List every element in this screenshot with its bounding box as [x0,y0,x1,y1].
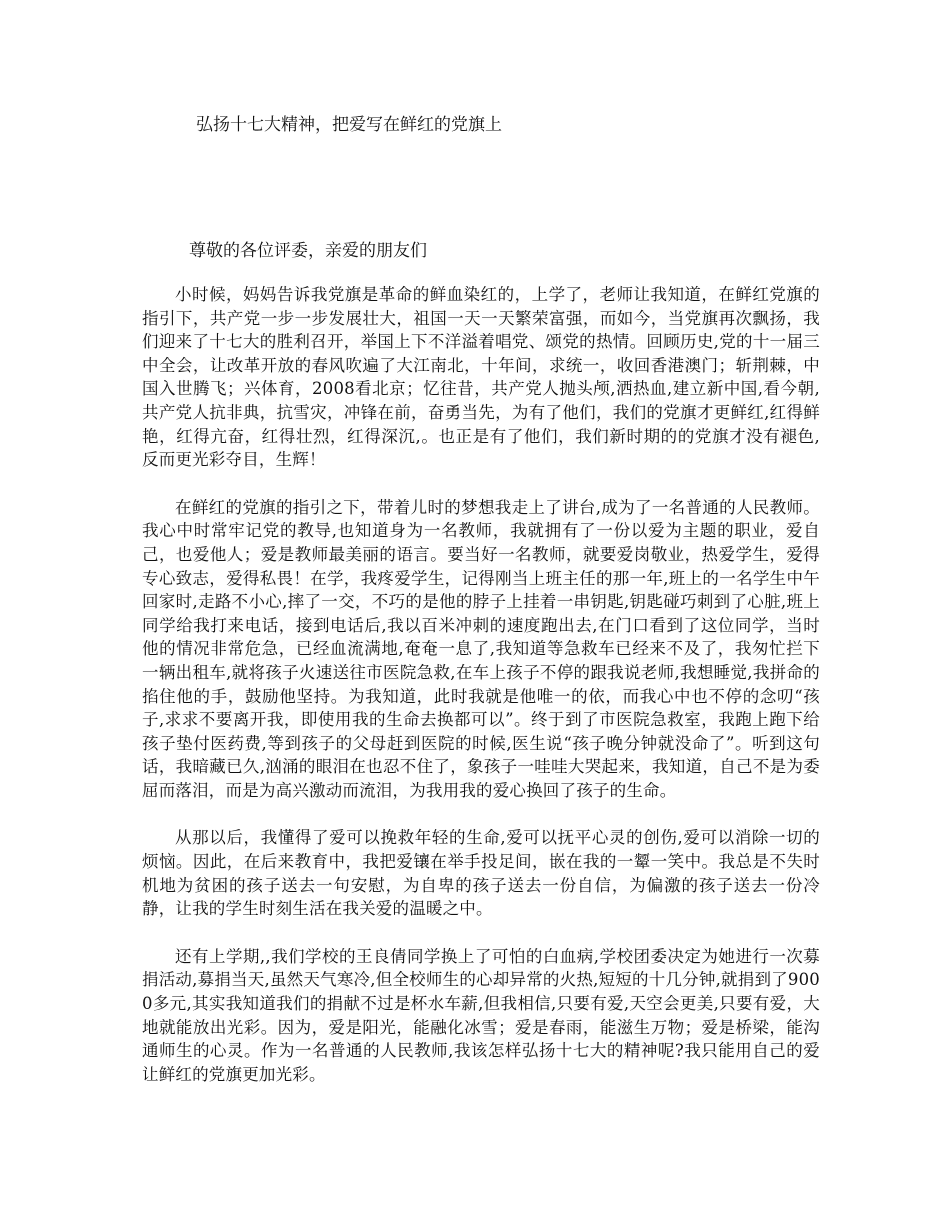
paragraph-4: 还有上学期,,我们学校的王良倩同学换上了可怕的白血病,学校团委决定为她进行一次募捐活动,募捐当天,虽然天气寒冷,但全校师生的心却异常的火热,短短的十几分钟,就捐到了9000多元,其实我知道我们的捐献不过是杯水车薪,但我相信,只要有爱,天空会更美,只要有爱，大地就能放出光彩。因为，爱是阳光，能融化冰雪；爱是春雨，能滋生万物；爱是桥梁，能沟通师生的心灵。作为一名普通的人民教师,我该怎样弘扬十七大的精神呢?我只能用自己的爱让鲜红的党旗更加光彩。 [142,946,820,1084]
document-title: 弘扬十七大精神，把爱写在鲜红的党旗上 [196,115,502,135]
paragraph-3: 从那以后，我懂得了爱可以挽救年轻的生命,爱可以抚平心灵的创伤,爱可以消除一切的烦恼。因此，在后来教育中，我把爱镶在举手投足间，嵌在我的一颦一笑中。我总是不失时机地为贫困的孩子送去一句安慰，为自卑的孩子送去一份自信，为偏激的孩子送去一份冷静，让我的学生时刻生活在我关爱的温暖之中。 [142,828,820,919]
paragraph-1: 小时候，妈妈告诉我党旗是革命的鲜血染红的，上学了，老师让我知道，在鲜红党旗的指引下，共产党一步一步发展壮大，祖国一天一天繁荣富强，而如今，当党旗再次飘扬，我们迎来了十七大的胜利召开，举国上下不洋溢着唱党、颂党的热情。回顾历史,党的十一届三中全会，让改革开放的春风吹遍了大江南北，十年间，求统一，收回香港澳门；斩荆棘，中国入世腾飞；兴体育，2008看北京；忆往昔，共产党人抛头颅,洒热血,建立新中国,看今朝,共产党人抗非典，抗雪灾，冲锋在前，奋勇当先，为有了他们，我们的党旗才更鲜红,红得鲜艳，红得亢奋，红得壮烈，红得深沉,。也正是有了他们，我们新时期的的党旗才没有褪色,反而更光彩夺目，生辉！ [142,285,820,470]
document-body [142,283,820,1110]
paragraph-2: 在鲜红的党旗的指引之下，带着儿时的梦想我走上了讲台,成为了一名普通的人民教师。我心中时常牢记党的教导,也知道身为一名教师，我就拥有了一份以爱为主题的职业，爱自己，也爱他人；爱是教师最美丽的语言。要当好一名教师，就要爱岗敬业，热爱学生，爱得专心致志，爱得私畏！在学，我疼爱学生，记得刚当上班主任的那一年,班上的一名学生中午回家时,走路不小心,摔了一交，不巧的是他的脖子上挂着一串钥匙,钥匙碰巧刺到了心脏,班上同学给我打来电话，接到电话后,我以百米冲刺的速度跑出去,在门口看到了这位同学，当时他的情况非常危急，已经血流满地,奄奄一息了,我知道等急救车已经来不及了，我匆忙拦下一辆出租车,就将孩子火速送往市医院急救,在车上孩子不停的跟我说老师,我想睡觉,我拼命的掐住他的手，鼓励他坚持。为我知道，此时我就是他唯一的依，而我心中也不停的念叨“孩子,求求不要离开我，即使用我的生命去换都可以”。终于到了市医院急救室，我跑上跑下给孩子垫付医药费,等到孩子的父母赶到医院的时候,医生说“孩子晚分钟就没命了”。听到这句话，我暗藏已久,汹涌的眼泪在也忍不住了，象孩子一哇哇大哭起来，我知道，自己不是为委屈而落泪，而是为高兴激动而流泪，为我用我的爱心换回了孩子的生命。 [142,497,820,800]
salutation: 尊敬的各位评委，亲爱的朋友们 [189,241,427,261]
